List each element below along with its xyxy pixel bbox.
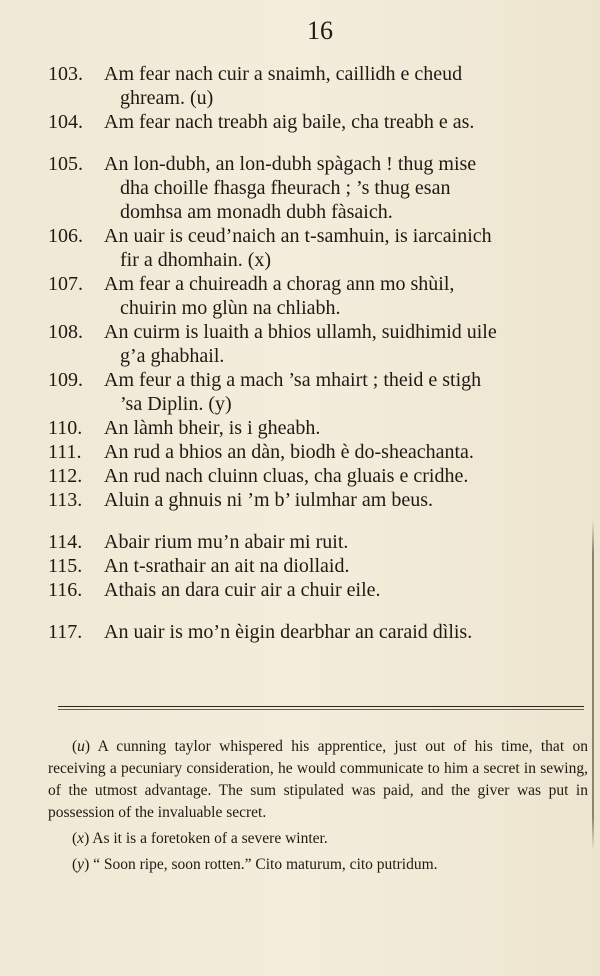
footnote-letter: x	[77, 830, 85, 847]
footnotes	[48, 736, 588, 880]
footnote-mark: (u)	[72, 738, 91, 755]
proverb-item	[48, 110, 588, 134]
proverb-item	[48, 530, 588, 554]
proverb-list	[48, 62, 588, 644]
proverb-line: An lon-dubh, an lon-dubh spàgach ! thug mise	[104, 153, 477, 175]
spacer	[48, 602, 588, 620]
proverb-item	[48, 224, 588, 272]
footnote-mark: (y)	[72, 856, 90, 873]
footnote-text: “ Soon ripe, soon rotten.” Cito maturum, cito putridum.	[93, 856, 438, 873]
footnote-letter: y	[77, 856, 85, 873]
proverb-item	[48, 620, 588, 644]
proverb-item	[48, 62, 588, 110]
proverb-line: ’sa Diplin. (y)	[120, 393, 232, 415]
proverb-line: chuirin mo glùn na chliabh.	[120, 297, 341, 319]
proverb-item	[48, 440, 588, 464]
proverb-item	[48, 464, 588, 488]
proverb-text: An rud a bhios an dàn, biodh è do-sheachanta.	[104, 441, 474, 463]
proverb-number: 104.	[48, 111, 83, 133]
footnote	[48, 736, 588, 824]
proverb-line: dha choille fhasga fheurach ; ’s thug esan	[120, 177, 451, 199]
proverb-text: An làmh bheir, is i gheabh.	[104, 417, 321, 439]
proverb-number: 114.	[48, 531, 83, 553]
proverb-text	[104, 62, 588, 110]
proverb-number: 117.	[48, 621, 83, 643]
footnote-text: A cunning taylor whispered his apprentice, just out of his time, that on receiving a pecuniary consideration, he would communicate to him a secret in sewing, of the utmost advantage. The sum stipulated was paid, and the giver was put in possession of the invaluable secret.	[48, 738, 588, 821]
proverb-number: 116.	[48, 579, 83, 601]
spacer	[48, 134, 588, 152]
footnote	[48, 828, 588, 850]
proverb-text: Am fear nach treabh aig baile, cha treabh e as.	[104, 111, 475, 133]
proverb-number: 110.	[48, 417, 83, 439]
proverb-item	[48, 554, 588, 578]
spacer	[48, 512, 588, 530]
proverb-number: 109.	[48, 369, 83, 391]
proverb-item	[48, 416, 588, 440]
proverb-number: 105.	[48, 153, 83, 175]
footnote-mark: (x)	[72, 830, 90, 847]
proverb-item	[48, 152, 588, 224]
proverb-number: 107.	[48, 273, 83, 295]
proverb-text	[104, 224, 588, 272]
proverb-text: Abair rium mu’n abair mi ruit.	[104, 531, 349, 553]
proverb-text	[104, 152, 588, 224]
footnote	[48, 854, 588, 876]
footnote-divider	[58, 706, 584, 707]
proverb-text: An uair is mo’n èigin dearbhar an caraid dìlis.	[104, 621, 473, 643]
page-number: 16	[307, 16, 333, 45]
proverb-line: Am fear a chuireadh a chorag ann mo shùil,	[104, 273, 455, 295]
proverb-item	[48, 368, 588, 416]
proverb-number: 111.	[48, 441, 82, 463]
proverb-text: An t-srathair an ait na diollaid.	[104, 555, 350, 577]
proverb-text	[104, 320, 588, 368]
proverb-text: An rud nach cluinn cluas, cha gluais e cridhe.	[104, 465, 469, 487]
proverb-item	[48, 320, 588, 368]
proverb-number: 112.	[48, 465, 83, 487]
footnote-letter: u	[77, 738, 85, 755]
proverb-number: 113.	[48, 489, 83, 511]
proverb-item	[48, 272, 588, 320]
proverb-line: g’a ghabhail.	[120, 345, 225, 367]
proverb-line: fir a dhomhain. (x)	[120, 249, 272, 271]
proverb-text: Athais an dara cuir air a chuir eile.	[104, 579, 381, 601]
proverb-item	[48, 578, 588, 602]
footnote-divider	[58, 709, 584, 710]
proverb-item	[48, 488, 588, 512]
proverb-line: domhsa am monadh dubh fàsaich.	[120, 201, 393, 223]
proverb-line: Am feur a thig a mach ’sa mhairt ; theid e stigh	[104, 369, 482, 391]
proverb-number: 103.	[48, 63, 83, 85]
proverb-line: An cuirm is luaith a bhios ullamh, suidhimid uile	[104, 321, 497, 343]
proverb-number: 115.	[48, 555, 83, 577]
proverb-line: ghream. (u)	[120, 87, 214, 109]
proverb-number: 108.	[48, 321, 83, 343]
proverb-text	[104, 368, 588, 416]
proverb-line: Am fear nach cuir a snaimh, caillidh e cheud	[104, 63, 463, 85]
proverb-line: An uair is ceud’naich an t-samhuin, is iarcainich	[104, 225, 492, 247]
page-edge-shadow	[592, 520, 594, 850]
footnote-text: As it is a foretoken of a severe winter.	[92, 830, 328, 847]
proverb-text: Aluin a ghnuis ni ’m b’ iulmhar am beus.	[104, 489, 434, 511]
proverb-text	[104, 272, 588, 320]
proverb-number: 106.	[48, 225, 83, 247]
